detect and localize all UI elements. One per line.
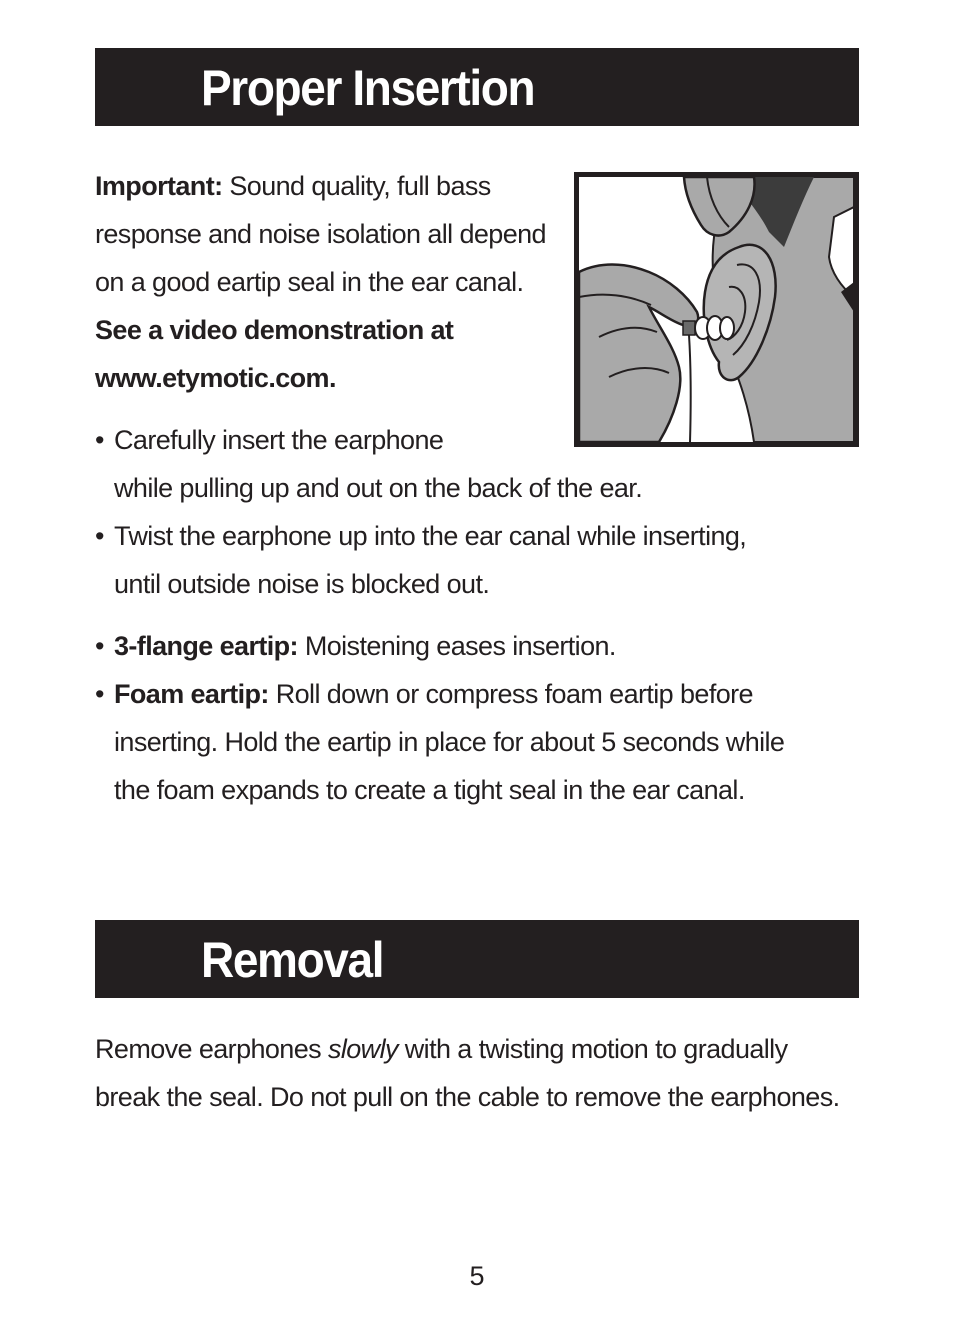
list-item-text — [114, 670, 784, 718]
page-number: 5 — [469, 1261, 485, 1291]
section-header-removal — [95, 920, 859, 998]
removal-paragraph — [95, 1025, 875, 1121]
ear-insertion-drawing — [579, 177, 854, 442]
eartip-tips-list — [95, 622, 784, 814]
list-item — [95, 622, 784, 670]
tip-label: 3-flange eartip: — [114, 631, 298, 661]
important-text: Sound quality, full bass — [222, 171, 491, 201]
intro-paragraph — [95, 162, 565, 402]
list-item-text: the foam expands to create a tight seal in the ear canal. — [114, 775, 745, 805]
section-title: Removal — [201, 932, 384, 988]
removal-text: Remove earphones — [95, 1034, 328, 1064]
intro-line: response and noise isolation all depend — [95, 219, 546, 249]
list-item-text: • Twist the earphone up into the ear canal while inserting, — [114, 521, 747, 551]
list-item — [95, 416, 746, 512]
list-item — [95, 670, 784, 814]
important-label: Important: — [95, 171, 223, 201]
list-item-text: inserting. Hold the eartip in place for about 5 seconds while — [114, 727, 785, 757]
removal-text: with a twisting motion to gradually — [397, 1034, 788, 1064]
intro-line — [95, 162, 565, 210]
list-item-text — [114, 622, 784, 670]
section-header-proper-insertion — [95, 48, 859, 126]
removal-emphasis: slowly — [327, 1034, 398, 1064]
section-title: Proper Insertion — [201, 60, 535, 116]
intro-line: on a good eartip seal in the ear canal. — [95, 267, 524, 297]
removal-line — [95, 1025, 875, 1073]
removal-line: break the seal. Do not pull on the cable to remove the earphones. — [95, 1082, 840, 1112]
video-demo-url: www.etymotic.com. — [95, 363, 336, 393]
list-item — [95, 512, 746, 608]
insertion-illustration — [574, 172, 859, 447]
tip-text: Moistening eases insertion. — [297, 631, 616, 661]
insertion-steps-list — [95, 416, 746, 608]
list-item-text: while pulling up and out on the back of the ear. — [114, 473, 643, 503]
list-item-text: • Carefully insert the earphone — [114, 425, 444, 455]
list-item-text: until outside noise is blocked out. — [114, 569, 490, 599]
tip-text: Roll down or compress foam eartip before — [268, 679, 753, 709]
video-demo-line: See a video demonstration at — [95, 315, 454, 345]
tip-label: Foam eartip: — [114, 679, 269, 709]
